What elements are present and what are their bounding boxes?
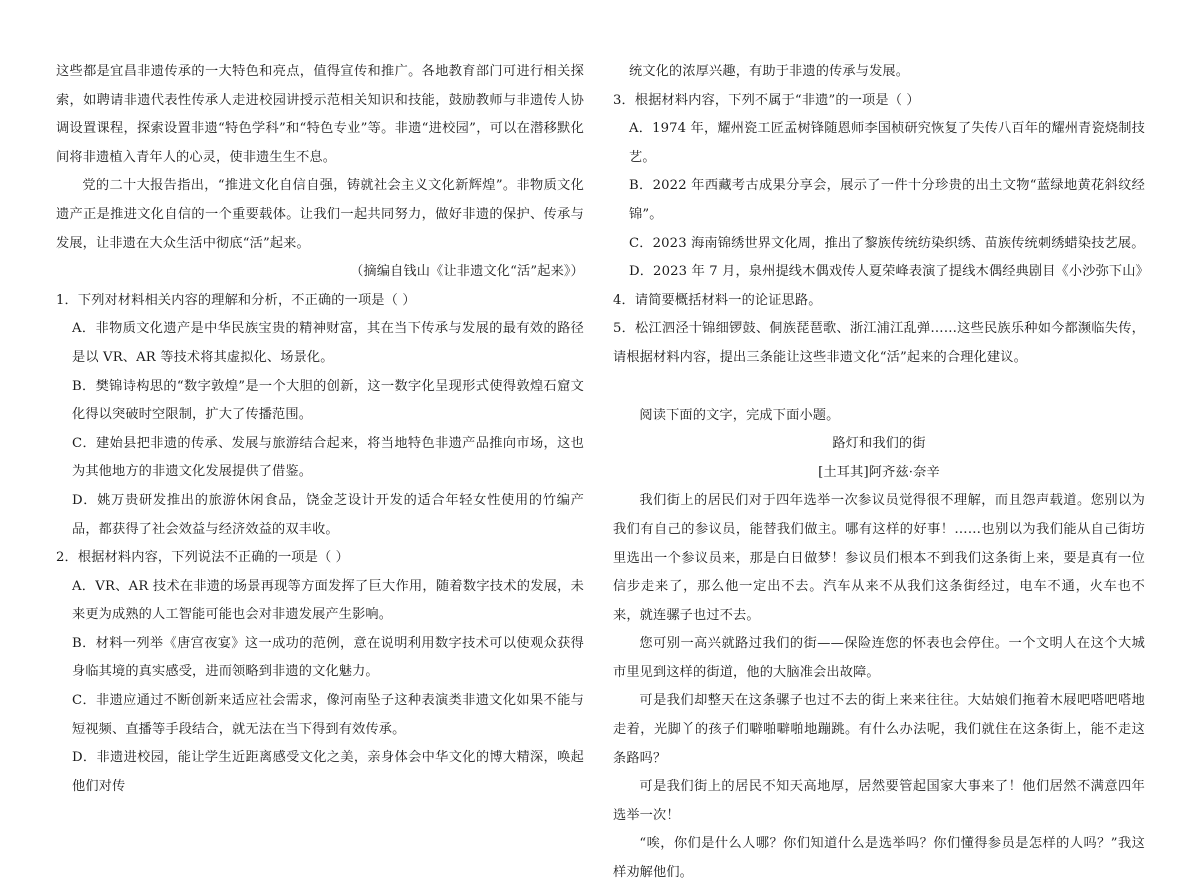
spacer <box>613 373 1145 402</box>
question-2-stem: 2．根据材料内容，下列说法不正确的一项是（ ） <box>56 550 349 566</box>
question-1-stem: 1．下列对材料相关内容的理解和分析，不正确的一项是（ ） <box>56 292 416 308</box>
reading-instruction: 阅读下面的文字，完成下面小题。 <box>639 407 840 423</box>
right-column <box>613 58 1149 888</box>
question-3-stem: 3．根据材料内容，下列不属于“非遗”的一项是（ ） <box>613 92 920 108</box>
question-1-option-a: A．非物质文化遗产是中华民族宝贵的精神财富，其在当下传承与发展的最有效的路径是以 VR、AR 等技术将其虚拟化、场景化。 <box>72 321 584 365</box>
story-paragraph-4: 可是我们街上的居民不知天高地厚，居然要管起国家大事来了！他们居然不满意四年选举一次！ <box>613 779 1145 823</box>
paragraph-yichang: 这些都是宜昌非遗传承的一大特色和亮点，值得宣传和推广。各地教育部门可进行相关探索，如聘请非遗代表性传承人走进校园讲授示范相关知识和技能，鼓励教师与非遗传人协调设置课程，探索设置非遗“特色学科”和“特色专业”等。非遗“进校园”，可以在潜移默化间将非遗植入青年人的心灵，使非遗生生不息。 <box>56 64 584 165</box>
question-3-option-a: A．1974 年，耀州瓷工匠孟树锋随恩师李国桢研究恢复了失传八百年的耀州青瓷烧制技艺。 <box>629 121 1145 165</box>
question-2-option-b: B．材料一列举《唐宫夜宴》这一成功的范例，意在说明利用数字技术可以使观众获得身临其境的真实感受，进而领略到非遗的文化魅力。 <box>72 635 584 680</box>
story-paragraph-2: 您可别一高兴就路过我们的街——保险连您的怀表也会停住。一个文明人在这个大城市里见到这样的街道，他的大脑准会出故障。 <box>613 636 1145 680</box>
question-2-option-d: D．非遗进校园，能让学生近距离感受文化之美，亲身体会中华文化的博大精深，唤起他们对传 <box>72 750 584 794</box>
question-1-option-c: C．建始县把非遗的传承、发展与旅游结合起来，将当地特色非遗产品推向市场，这也为其他地方的非遗文化发展提供了借鉴。 <box>72 435 584 480</box>
paragraph-conclusion: 党的二十大报告指出，“推进文化自信自强，铸就社会主义文化新辉煌”。非物质文化遗产正是推进文化自信的一个重要载体。让我们一起共同努力，做好非遗的保护、传承与发展，让非遗在大众生活中彻底“活”起来。 <box>56 178 584 251</box>
question-2-option-a: A．VR、AR 技术在非遗的场景再现等方面发挥了巨大作用，随着数字技术的发展，未来更为成熟的人工智能可能也会对非遗发展产生影响。 <box>72 578 584 623</box>
story-author: [土耳其]阿齐兹·奈辛 <box>818 464 940 480</box>
question-4: 4．请简要概括材料一的论证思路。 <box>613 292 822 308</box>
question-1-option-b: B．樊锦诗构思的“数字敦煌”是一个大胆的创新，这一数字化呈现形式使得敦煌石窟文化得以突破时空限制，扩大了传播范围。 <box>72 378 584 423</box>
source-citation: （摘编自钱山《让非遗文化“活”起来》） <box>350 264 584 280</box>
question-3-option-d: D．2023 年 7 月，泉州提线木偶戏传人夏荣峰表演了提线木偶经典剧目《小沙弥下山》 <box>629 264 1149 280</box>
question-2-option-c: C．非遗应通过不断创新来适应社会需求，像河南坠子这种表演类非遗文化如果不能与短视频、直播等手段结合，就无法在当下得到有效传承。 <box>72 693 584 737</box>
story-paragraph-5: “唉，你们是什么人哪？你们知道什么是选举吗？你们懂得参员是怎样的人吗？”我这样劝解他们。 <box>613 836 1145 881</box>
story-paragraph-3: 可是我们却整天在这条骡子也过不去的街上来来往往。大姑娘们拖着木屐吧嗒吧嗒地走着，光脚丫的孩子们噼啪噼啪地蹦跳。有什么办法呢，我们就住在这条街上，能不走这条路吗？ <box>613 693 1145 766</box>
question-5: 5．松江泗泾十锦细锣鼓、侗族琵琶歌、浙江浦江乱弹……这些民族乐种如今都濒临失传，请根据材料内容，提出三条能让这些非遗文化“活”起来的合理化建议。 <box>613 321 1145 365</box>
question-3-option-c: C．2023 海南锦绣世界文化周，推出了黎族传统纺染织绣、苗族传统刺绣蜡染技艺展。 <box>629 235 1145 251</box>
question-3-option-b: B．2022 年西藏考古成果分享会，展示了一件十分珍贵的出土文物“蓝绿地黄花斜纹经锦”。 <box>629 178 1145 222</box>
question-2-option-d-continued: 统文化的浓厚兴趣，有助于非遗的传承与发展。 <box>629 64 910 79</box>
story-paragraph-1: 我们街上的居民们对于四年选举一次参议员觉得很不理解，而且怨声载道。您别以为我们有自己的参议员，能替我们做主。哪有这样的好事！……也别以为我们能从自己街坊里选出一个参议员来，那是白日做梦！参议员们根本不到我们这条街上来，要是真有一位信步走来了，那么他一定出不去。汽车从来不从我们这条街经过，电车不通，火车也不来，就连骡子也过不去。 <box>613 493 1145 623</box>
story-title: 路灯和我们的街 <box>832 436 926 452</box>
question-1-option-d: D．姚万贵研发推出的旅游休闲食品，饶金芝设计开发的适合年轻女性使用的竹编产品，都获得了社会效益与经济效益的双丰收。 <box>72 492 584 537</box>
left-column <box>56 58 584 801</box>
